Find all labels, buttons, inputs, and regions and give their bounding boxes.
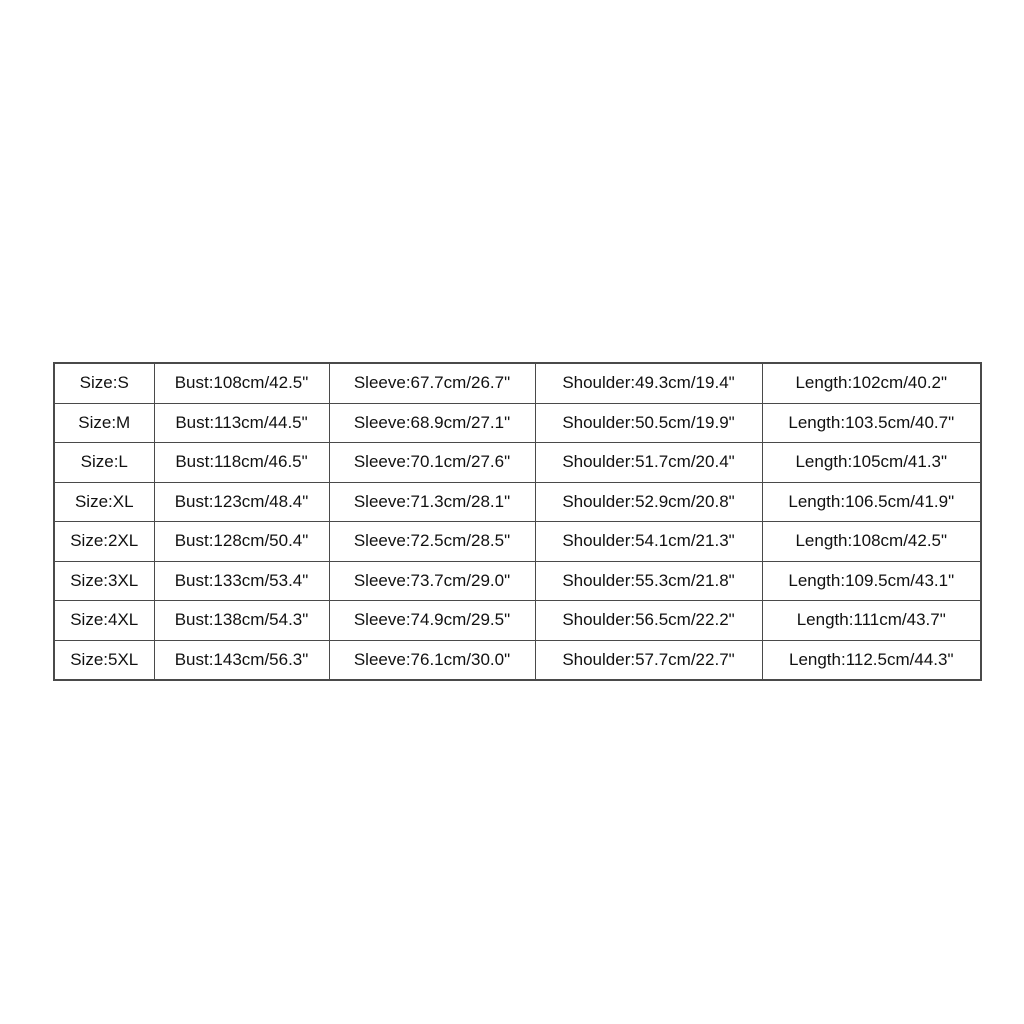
bust-cell: Bust:118cm/46.5" bbox=[154, 443, 329, 483]
bust-cell: Bust:113cm/44.5" bbox=[154, 403, 329, 443]
length-cell: Length:106.5cm/41.9" bbox=[762, 482, 981, 522]
size-cell: Size:4XL bbox=[54, 601, 154, 641]
shoulder-cell: Shoulder:56.5cm/22.2" bbox=[535, 601, 762, 641]
bust-cell: Bust:128cm/50.4" bbox=[154, 522, 329, 562]
shoulder-cell: Shoulder:55.3cm/21.8" bbox=[535, 561, 762, 601]
sleeve-cell: Sleeve:73.7cm/29.0" bbox=[329, 561, 535, 601]
length-cell: Length:103.5cm/40.7" bbox=[762, 403, 981, 443]
bust-cell: Bust:133cm/53.4" bbox=[154, 561, 329, 601]
length-cell: Length:112.5cm/44.3" bbox=[762, 640, 981, 680]
shoulder-cell: Shoulder:54.1cm/21.3" bbox=[535, 522, 762, 562]
size-row-l bbox=[54, 443, 981, 483]
bust-cell: Bust:143cm/56.3" bbox=[154, 640, 329, 680]
shoulder-cell: Shoulder:52.9cm/20.8" bbox=[535, 482, 762, 522]
length-cell: Length:108cm/42.5" bbox=[762, 522, 981, 562]
sleeve-cell: Sleeve:76.1cm/30.0" bbox=[329, 640, 535, 680]
shoulder-cell: Shoulder:57.7cm/22.7" bbox=[535, 640, 762, 680]
bust-cell: Bust:123cm/48.4" bbox=[154, 482, 329, 522]
size-chart-table bbox=[53, 362, 982, 681]
size-cell: Size:S bbox=[54, 363, 154, 403]
size-cell: Size:5XL bbox=[54, 640, 154, 680]
shoulder-cell: Shoulder:51.7cm/20.4" bbox=[535, 443, 762, 483]
length-cell: Length:105cm/41.3" bbox=[762, 443, 981, 483]
bust-cell: Bust:138cm/54.3" bbox=[154, 601, 329, 641]
length-cell: Length:102cm/40.2" bbox=[762, 363, 981, 403]
length-cell: Length:109.5cm/43.1" bbox=[762, 561, 981, 601]
length-cell: Length:111cm/43.7" bbox=[762, 601, 981, 641]
size-cell: Size:M bbox=[54, 403, 154, 443]
shoulder-cell: Shoulder:49.3cm/19.4" bbox=[535, 363, 762, 403]
size-row-m bbox=[54, 403, 981, 443]
size-row-xl bbox=[54, 482, 981, 522]
size-row-3xl bbox=[54, 561, 981, 601]
shoulder-cell: Shoulder:50.5cm/19.9" bbox=[535, 403, 762, 443]
bust-cell: Bust:108cm/42.5" bbox=[154, 363, 329, 403]
size-row-2xl bbox=[54, 522, 981, 562]
size-cell: Size:2XL bbox=[54, 522, 154, 562]
sleeve-cell: Sleeve:74.9cm/29.5" bbox=[329, 601, 535, 641]
size-cell: Size:L bbox=[54, 443, 154, 483]
size-row-4xl bbox=[54, 601, 981, 641]
size-cell: Size:3XL bbox=[54, 561, 154, 601]
sleeve-cell: Sleeve:71.3cm/28.1" bbox=[329, 482, 535, 522]
sleeve-cell: Sleeve:72.5cm/28.5" bbox=[329, 522, 535, 562]
sleeve-cell: Sleeve:67.7cm/26.7" bbox=[329, 363, 535, 403]
sleeve-cell: Sleeve:70.1cm/27.6" bbox=[329, 443, 535, 483]
size-row-s bbox=[54, 363, 981, 403]
sleeve-cell: Sleeve:68.9cm/27.1" bbox=[329, 403, 535, 443]
size-row-5xl bbox=[54, 640, 981, 680]
size-cell: Size:XL bbox=[54, 482, 154, 522]
